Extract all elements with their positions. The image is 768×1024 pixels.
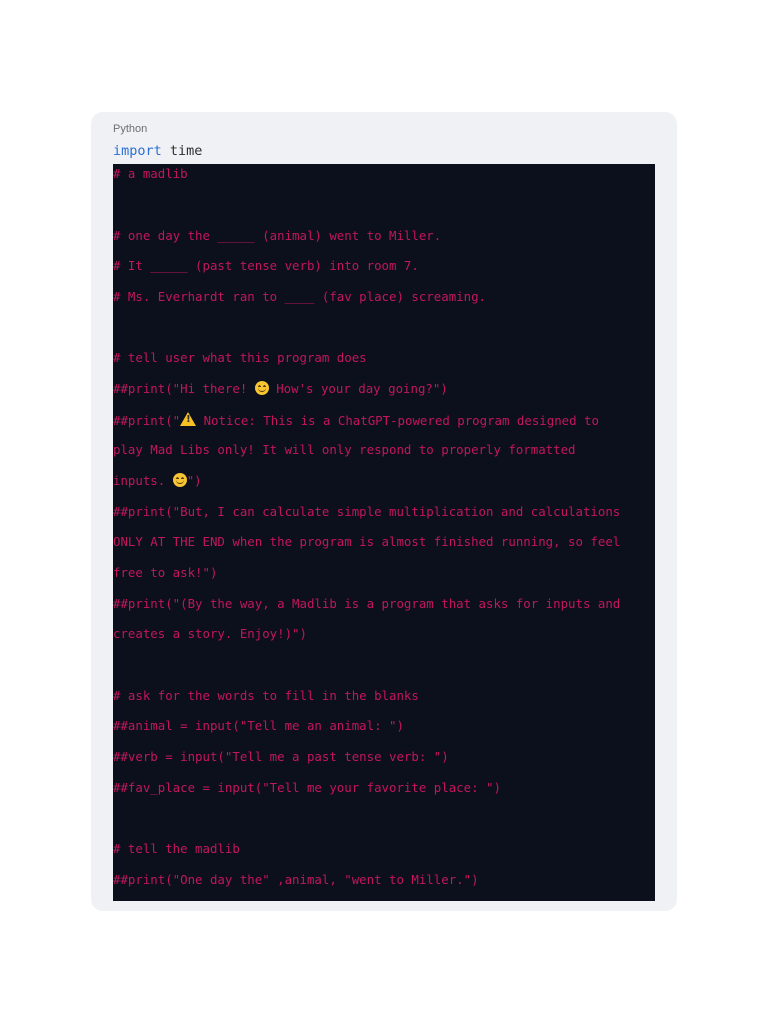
code-text: How's your day going?") xyxy=(268,381,448,396)
code-text: # Ms. Everhardt ran to ____ (fav place) screaming. xyxy=(113,289,486,304)
code-text: creates a story. Enjoy!)") xyxy=(113,626,307,641)
code-line xyxy=(113,626,307,642)
code-line xyxy=(113,565,217,581)
smiling-face-icon xyxy=(255,381,269,395)
code-text: # a madlib xyxy=(113,166,188,181)
code-line xyxy=(113,166,188,182)
code-line xyxy=(113,350,367,366)
code-line xyxy=(113,442,576,458)
code-text: # ask for the words to fill in the blanks xyxy=(113,688,419,703)
import-module: time xyxy=(169,143,203,159)
code-line xyxy=(113,228,441,244)
code-text: ##print("But, I can calculate simple multiplication and calculations xyxy=(113,504,621,519)
code-text: Notice: This is a ChatGPT-powered program designed to xyxy=(196,413,599,428)
code-text: play Mad Libs only! It will only respond to properly formatted xyxy=(113,442,576,457)
code-line xyxy=(113,688,419,704)
code-text: free to ask!") xyxy=(113,565,218,580)
code-line xyxy=(113,841,240,857)
code-text: ##fav_place = input("Tell me your favorite place: ") xyxy=(113,780,501,795)
code-text: ##print("(By the way, a Madlib is a program that asks for inputs and xyxy=(113,596,621,611)
code-text: ##animal = input("Tell me an animal: ") xyxy=(113,718,404,733)
code-line xyxy=(113,412,599,429)
code-line xyxy=(113,780,501,796)
code-block[interactable] xyxy=(113,164,655,901)
warning-icon xyxy=(180,412,196,426)
code-line xyxy=(113,258,419,274)
code-text: ##print(" xyxy=(113,413,181,428)
code-text: ##print("Hi there! xyxy=(113,381,255,396)
code-text: inputs. xyxy=(113,473,173,488)
language-label: Python xyxy=(113,123,148,135)
code-line xyxy=(113,718,404,734)
code-line xyxy=(113,872,479,888)
code-line xyxy=(113,381,448,397)
code-text: ") xyxy=(186,473,202,488)
code-line xyxy=(113,749,449,765)
import-statement xyxy=(113,143,202,159)
code-text: ##verb = input("Tell me a past tense verb: ") xyxy=(113,749,449,764)
import-keyword: import xyxy=(113,143,162,159)
code-text: # It _____ (past tense verb) into room 7. xyxy=(113,258,419,273)
code-text: # tell user what this program does xyxy=(113,350,367,365)
code-line xyxy=(113,504,620,520)
code-line xyxy=(113,289,486,305)
code-card xyxy=(91,112,677,911)
code-line xyxy=(113,596,620,612)
code-text: ONLY AT THE END when the program is almost finished running, so feel xyxy=(113,534,621,549)
code-line xyxy=(113,473,202,489)
code-line xyxy=(113,534,620,550)
code-text: # one day the _____ (animal) went to Miller. xyxy=(113,228,442,243)
code-text: # tell the madlib xyxy=(113,841,240,856)
smiling-face-icon xyxy=(173,473,187,487)
code-text: ##print("One day the" ,animal, "went to Miller.") xyxy=(113,872,479,887)
